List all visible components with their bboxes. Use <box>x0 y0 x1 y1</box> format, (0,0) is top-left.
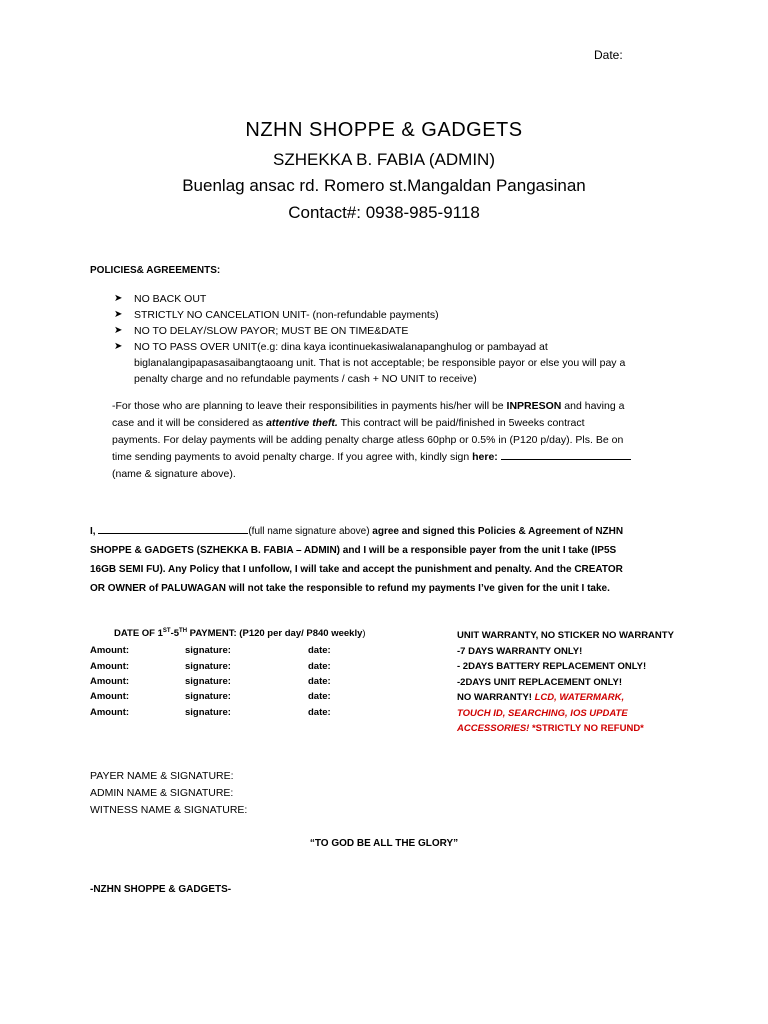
policy-item-continued: biglanalangipapasasaibangtaoang unit. That is not acceptable; be responsible payor or else you will pay a <box>134 357 626 369</box>
policy-item-continued: penalty charge and no refundable payments / cash + NO UNIT to receive) <box>134 373 477 385</box>
payment-schedule-heading: DATE OF 1ST-5TH PAYMENT: (P120 per day/ P840 weekly) <box>114 628 366 640</box>
admin-signature-label: ADMIN NAME & SIGNATURE: <box>90 787 234 799</box>
agreement-paragraph: I, (full name signature above) agree and signed this Policies & Agreement of NZHN SHOPPE & GADGETS (SZHEKKA B. FABIA – ADMIN) and I will be a responsible payer from the unit I take (IP5S 16GB SEMI FU). Any Policy that I unfollow, I will take and accept the punishment and penalty. And the CREATOR OR OWNER of PALUWAGAN will not take the responsible to refund my payments I’ve given for the unit I take. <box>90 522 690 598</box>
arrow-bullet-icon: ➤ <box>114 341 123 352</box>
closing-quote: “TO GOD BE ALL THE GLORY” <box>309 838 459 849</box>
shop-address: Buenlag ansac rd. Romero st.Mangaldan Pangasinan <box>182 176 586 195</box>
responsibility-paragraph: -For those who are planning to leave their responsibilities in payments his/her will be INPRESON and having a case and it will be considered as attentive theft. This contract will be paid/finished in 5weeks contract payments. For delay payments will be adding penalty charge atless 60php or 0.5% in (P120 p/day). Pls. Be on time sending payments to avoid penalty charge. If you agree with, kindly sign here: (name & signature above). <box>112 398 682 483</box>
shop-name: NZHN SHOPPE & GADGETS <box>245 119 523 141</box>
arrow-bullet-icon: ➤ <box>114 325 123 336</box>
policy-item: ➤ NO BACK OUT <box>114 293 207 305</box>
full-name-line <box>98 523 248 534</box>
policy-item: ➤ STRICTLY NO CANCELATION UNIT- (non-refundable payments) <box>114 309 439 321</box>
signature-line <box>501 449 631 460</box>
signature-block <box>90 768 247 819</box>
warranty-block: UNIT WARRANTY, NO STICKER NO WARRANTY -7 DAYS WARRANTY ONLY! - 2DAYS BATTERY REPLACEMENT ONLY! -2DAYS UNIT REPLACEMENT ONLY! NO WARRANTY! LCD, WATERMARK, TOUCH ID, SEARCHING, IOS UPDATE ACCESSORIES! *STRICTLY NO REFUND* <box>457 630 674 734</box>
policy-item: ➤ NO TO PASS OVER UNIT(e.g: dina kaya icontinuekasiwalanapanghulog or pambayad at <box>114 341 548 353</box>
witness-signature-label: WITNESS NAME & SIGNATURE: <box>90 804 248 816</box>
policy-item: ➤ NO TO DELAY/SLOW PAYOR; MUST BE ON TIME&DATE <box>114 325 409 337</box>
policies-title: POLICIES& AGREEMENTS: <box>90 265 221 276</box>
policies-list <box>114 291 694 387</box>
arrow-bullet-icon: ➤ <box>114 293 123 304</box>
arrow-bullet-icon: ➤ <box>114 309 123 320</box>
footer-shop-name: -NZHN SHOPPE & GADGETS- <box>90 884 232 895</box>
admin-name: SZHEKKA B. FABIA (ADMIN) <box>273 150 495 169</box>
payer-signature-label: PAYER NAME & SIGNATURE: <box>90 770 234 782</box>
date-label: Date: <box>594 48 623 62</box>
contact-number: Contact#: 0938-985-9118 <box>288 203 480 222</box>
